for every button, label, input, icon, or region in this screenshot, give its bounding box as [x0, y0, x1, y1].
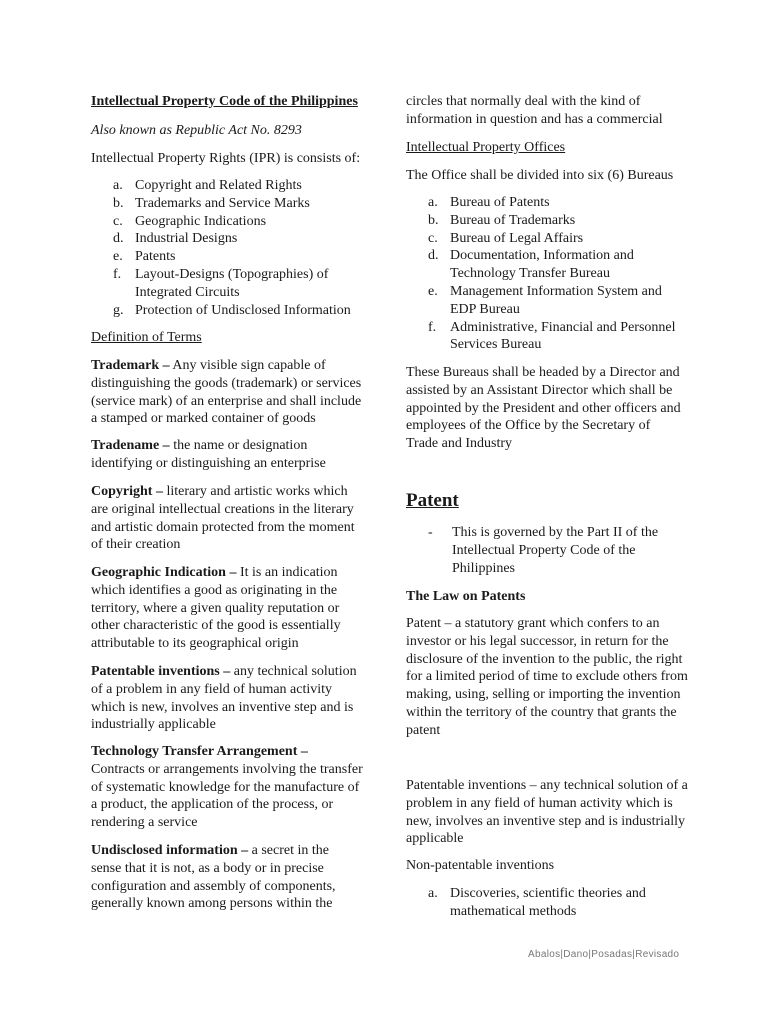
term-copyright: Copyright – literary and artistic works which are original intellectual creations in the literary and artistic domain protected from the moment of their creation — [91, 484, 355, 553]
term-undisclosed-information: Undisclosed information – a secret in the sense that it is not, as a body or in precise configuration and assembly of components, generally known among persons within the — [91, 843, 336, 912]
ipr-list — [91, 177, 371, 319]
right-column — [406, 0, 688, 919]
definitions-heading: Definition of Terms — [91, 330, 202, 345]
list-item: f. Layout-Designs (Topographies) of Integrated Circuits — [113, 266, 329, 300]
term-tradename: Tradename – the name or designation identifying or distinguishing an enterprise — [91, 438, 326, 471]
offices-heading: Intellectual Property Offices — [406, 140, 566, 155]
list-item: b. Trademarks and Service Marks — [113, 195, 310, 211]
term-patentable-inventions: Patentable inventions – any technical solution of a problem in any field of human activity which is new, involves an inventive step and is industrially applicable — [91, 664, 357, 733]
list-item: c. Geographic Indications — [113, 213, 267, 229]
patent-definition: Patent – a statutory grant which confers to an investor or his legal successor, in return for the disclosure of the invention to the public, the right for a limited period of time to exclude others from making, using, selling or importing the invention within the territory of the country that grants the patent — [406, 616, 688, 738]
list-item: e. Management Information System and EDP Bureau — [428, 283, 662, 317]
also-known-as: Also known as Republic Act No. 8293 — [91, 123, 302, 138]
document-title: Intellectual Property Code of the Philippines — [91, 94, 358, 109]
term-technology-transfer: Technology Transfer Arrangement – Contracts or arrangements involving the transfer of systematic knowledge for the manufacture of a product, the application of the process, or rendering a service — [91, 744, 363, 831]
list-item: a. Copyright and Related Rights — [113, 178, 302, 193]
ipr-intro: Intellectual Property Rights (IPR) is consists of: — [91, 151, 361, 166]
list-item: c. Bureau of Legal Affairs — [428, 230, 584, 246]
bureaus-list — [406, 194, 686, 354]
list-item: b. Bureau of Trademarks — [428, 212, 576, 228]
footer-authors: Abalos|Dano|Posadas|Revisado — [528, 949, 680, 960]
offices-intro: The Office shall be divided into six (6) Bureaus — [406, 168, 674, 183]
patentable-inventions-definition: Patentable inventions – any technical solution of a problem in any field of human activity which is new, involves an inventive step and is industrially applicable — [406, 778, 688, 847]
non-patentable-heading: Non-patentable inventions — [406, 858, 555, 873]
patent-heading: Patent — [406, 490, 459, 511]
list-item: e. Patents — [113, 249, 176, 265]
list-item: g. Protection of Undisclosed Information — [113, 302, 351, 318]
bureaus-note: These Bureaus shall be headed by a Director and assisted by an Assistant Director which shall be appointed by the President and other officers and employees of the Office by the Secretary of Trade and Industry — [406, 365, 681, 452]
list-item: a. Discoveries, scientific theories and mathematical methods — [428, 886, 646, 919]
list-item: d. Documentation, Information and Technology Transfer Bureau — [428, 248, 634, 282]
list-item: f. Administrative, Financial and Personnel Services Bureau — [428, 319, 676, 353]
law-heading: The Law on Patents — [406, 589, 526, 604]
term-geographic-indication: Geographic Indication – It is an indication which identifies a good as originating in the territory, where a given quality reputation or other characteristic of the good is essentially attributable to its geographical origin — [91, 565, 341, 652]
continuation-text: circles that normally deal with the kind of information in question and has a commercial — [406, 94, 663, 127]
non-patentable-list — [406, 885, 666, 921]
list-item: a. Bureau of Patents — [428, 195, 550, 210]
term-trademark: Trademark – Any visible sign capable of distinguishing the goods (trademark) or services (service mark) of an enterprise and shall include a stamped or marked container of goods — [91, 358, 362, 427]
list-item: d. Industrial Designs — [113, 231, 238, 247]
patent-bullet: - This is governed by the Part II of the Intellectual Property Code of the Philippines — [428, 525, 659, 576]
